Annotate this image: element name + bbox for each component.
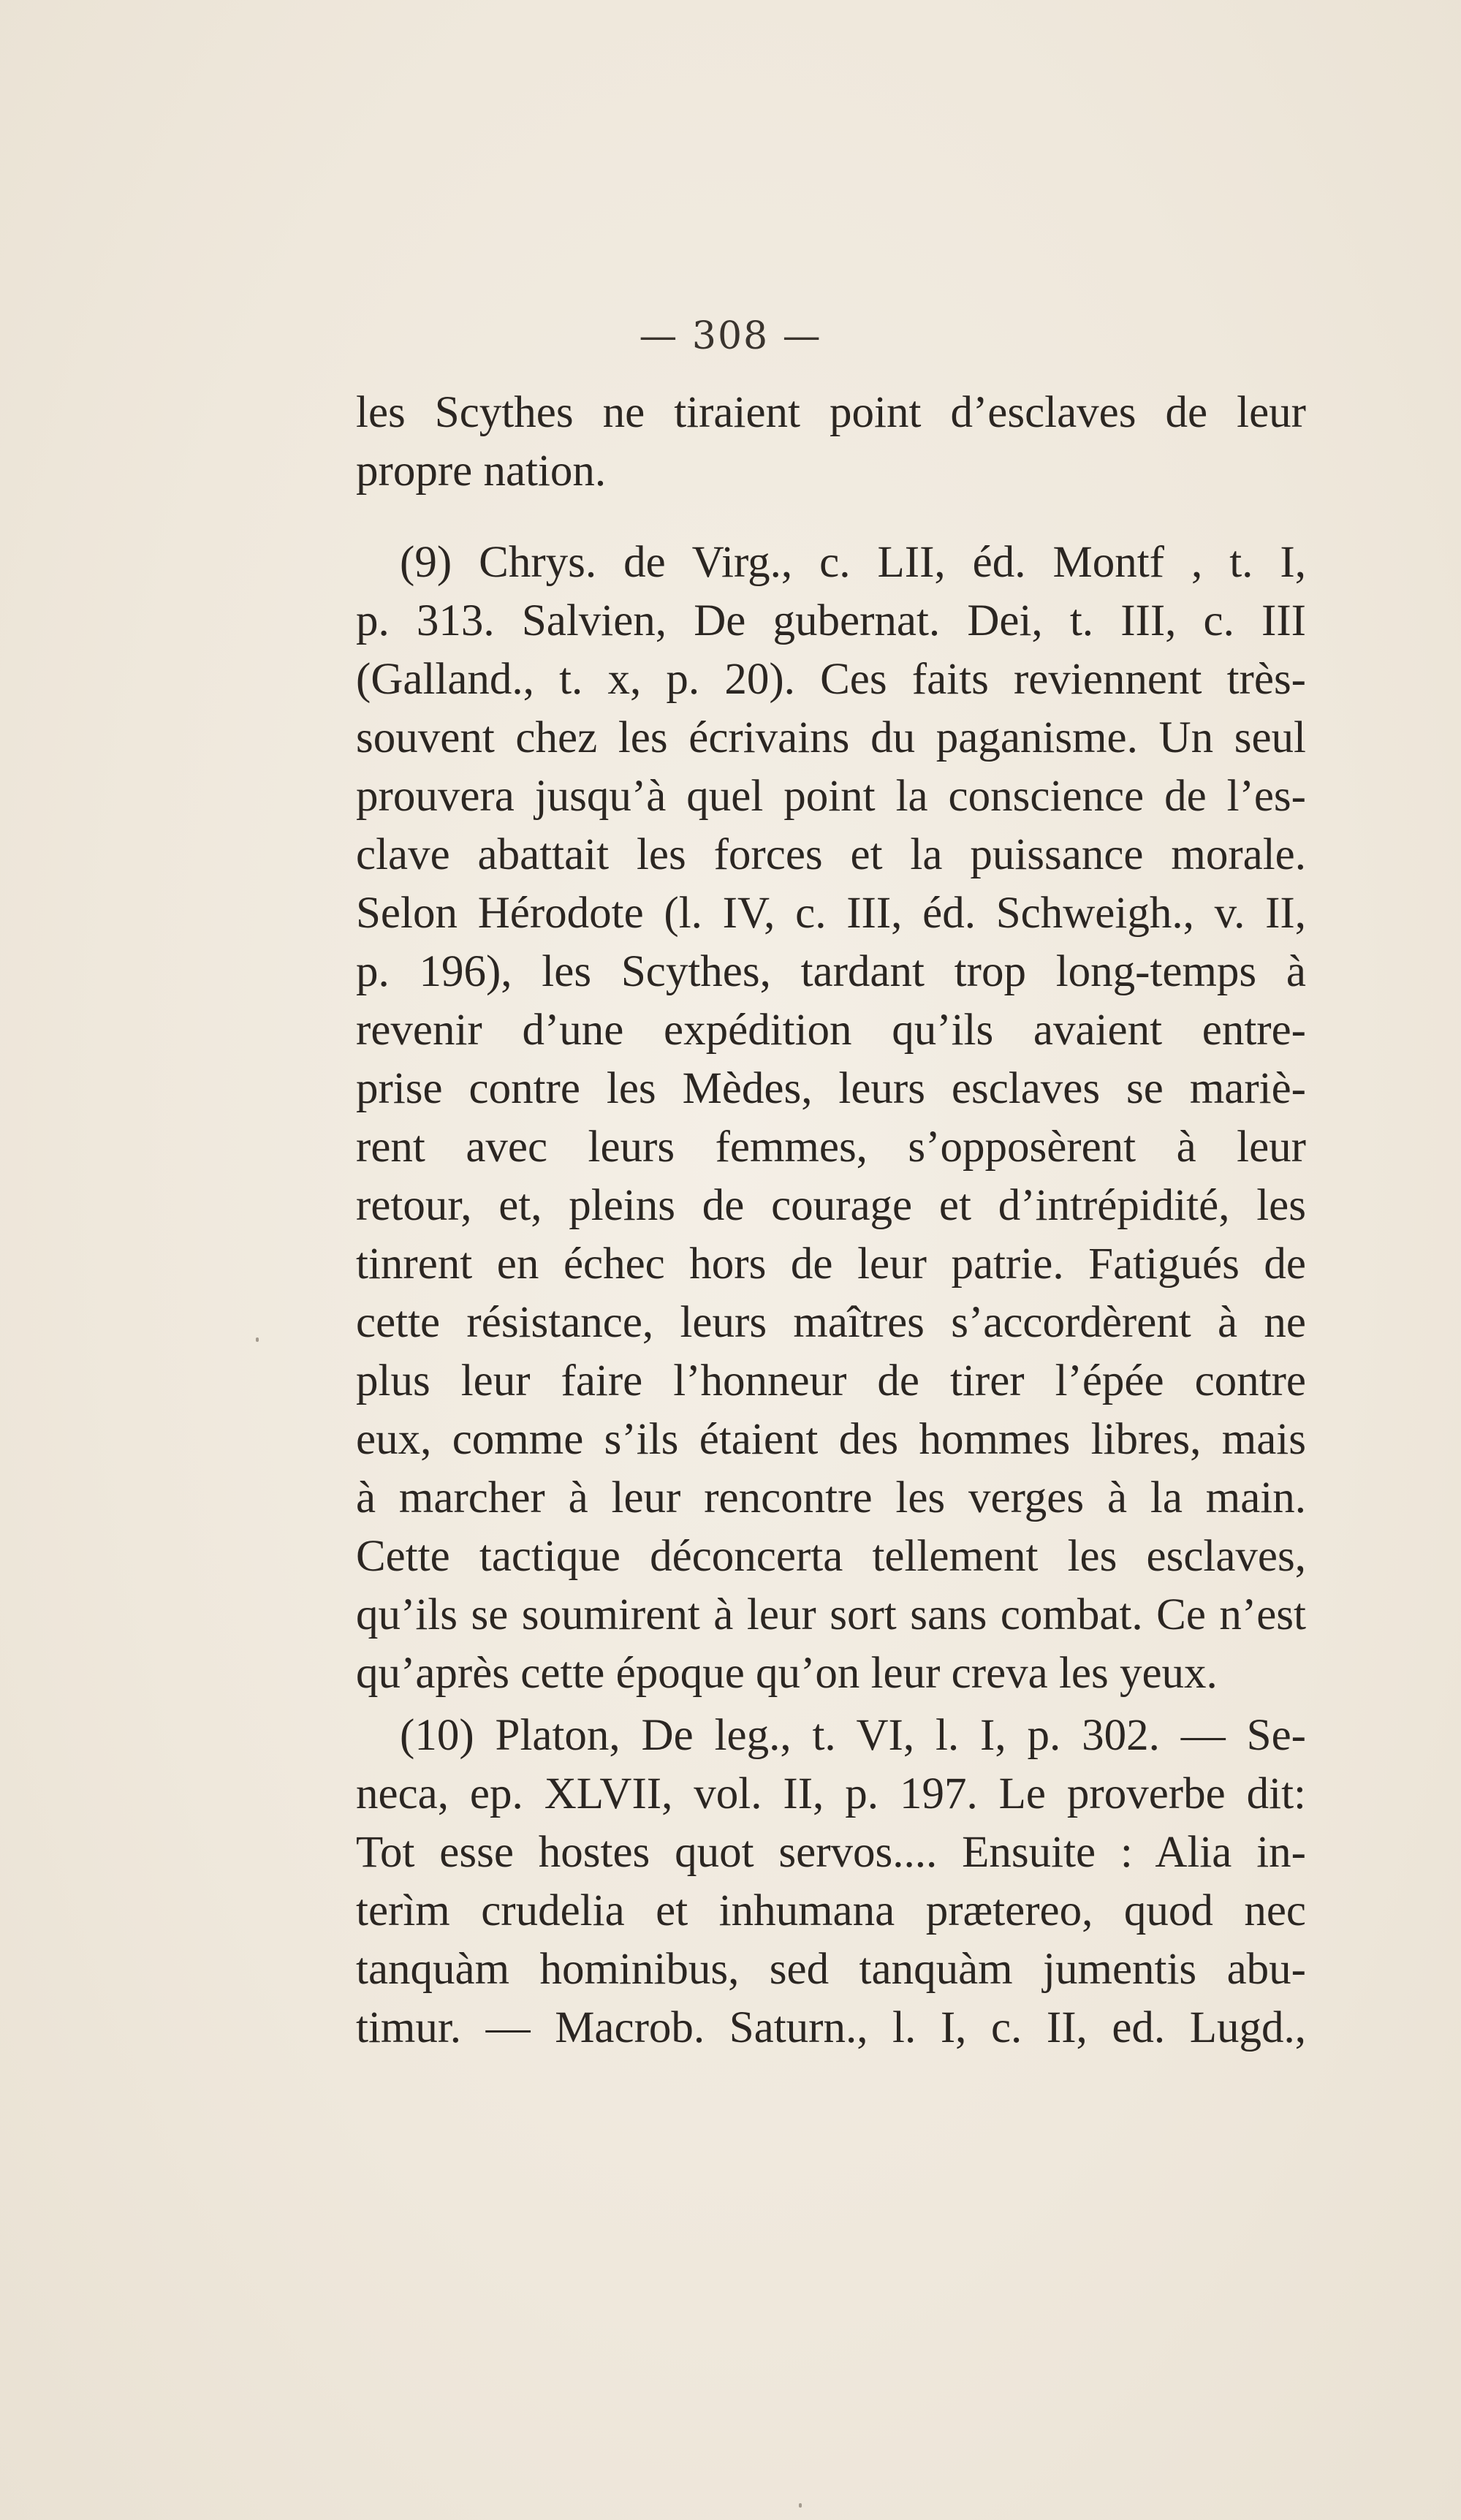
text-line: plus leur faire l’honneur de tirer l’épée contre (356, 1356, 1306, 1405)
paper-speck (256, 1337, 259, 1342)
text-line: clave abattait les forces et la puissance morale. (356, 830, 1306, 879)
text-line: neca, ep. XLVII, vol. II, p. 197. Le proverbe dit: (356, 1769, 1306, 1818)
text-line: (10) Platon, De leg., t. VI, l. I, p. 302. — Se- (400, 1711, 1306, 1760)
text-line: prise contre les Mèdes, leurs esclaves se mariè- (356, 1064, 1306, 1113)
footnote-10 (356, 1707, 1306, 2057)
page-number: — 308 — (639, 314, 822, 358)
text-line: rent avec leurs femmes, s’opposèrent à leur (356, 1123, 1306, 1172)
text-line: terìm crudelia et inhumana prætereo, quod nec (356, 1886, 1306, 1935)
text-line: p. 313. Salvien, De gubernat. Dei, t. III, c. III (356, 596, 1306, 645)
footnote-9 (356, 534, 1306, 1703)
text-line: timur. — Macrob. Saturn., l. I, c. II, ed. Lugd., (356, 2003, 1306, 2052)
text-line: revenir d’une expédition qu’ils avaient entre- (356, 1006, 1306, 1055)
text-line: les Scythes ne tiraient point d’esclaves de leur (356, 388, 1306, 437)
text-line: p. 196), les Scythes, tardant trop long-temps à (356, 947, 1306, 996)
text-line: Selon Hérodote (l. IV, c. III, éd. Schweigh., v. II, (356, 889, 1306, 938)
text-line: propre nation. (356, 447, 607, 496)
text-line: Cette tactique déconcerta tellement les esclaves, (356, 1532, 1306, 1581)
text-line: à marcher à leur rencontre les verges à la main. (356, 1473, 1306, 1522)
text-line: prouvera jusqu’à quel point la conscience de l’es- (356, 772, 1306, 821)
text-line: qu’ils se soumirent à leur sort sans combat. Ce n’est (356, 1590, 1306, 1639)
paragraph-continuation (356, 384, 1306, 501)
text-line: Tot esse hostes quot servos.... Ensuite : Alia in- (356, 1828, 1306, 1877)
text-line: (Galland., t. x, p. 20). Ces faits reviennent très- (356, 655, 1306, 704)
text-line: retour, et, pleins de courage et d’intrépidité, les (356, 1181, 1306, 1230)
text-line: tinrent en échec hors de leur patrie. Fatigués de (356, 1240, 1306, 1289)
text-line: eux, comme s’ils étaient des hommes libres, mais (356, 1415, 1306, 1464)
text-line: (9) Chrys. de Virg., c. LII, éd. Montf , t. I, (400, 538, 1306, 587)
text-line: souvent chez les écrivains du paganisme. Un seul (356, 713, 1306, 762)
text-line: cette résistance, leurs maîtres s’accordèrent à ne (356, 1298, 1306, 1347)
text-line: tanquàm hominibus, sed tanquàm jumentis abu- (356, 1945, 1306, 1994)
paper-speck (799, 2503, 802, 2508)
text-line: qu’après cette époque qu’on leur creva les yeux. (356, 1649, 1218, 1698)
